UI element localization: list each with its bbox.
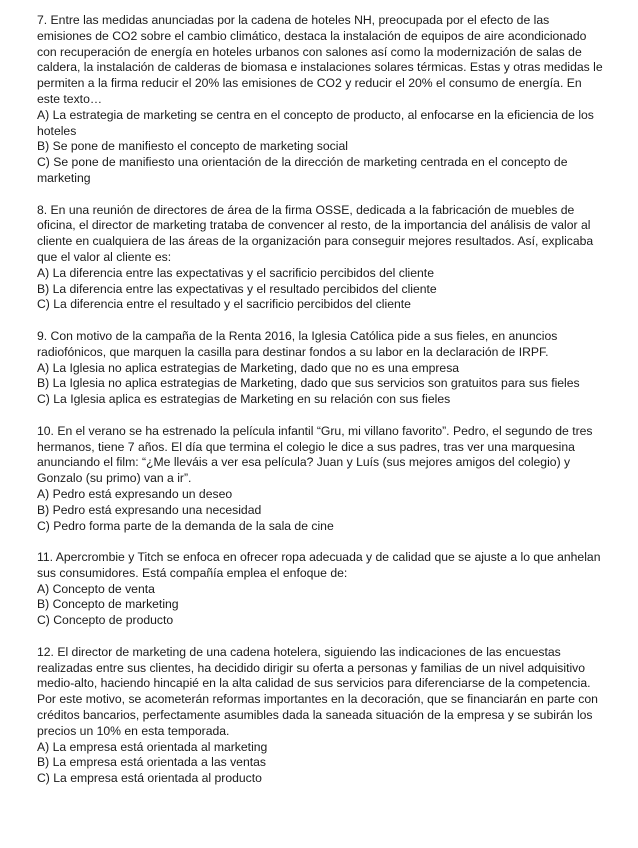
question-stem: 12. El director de marketing de una cadena hotelera, siguiendo las indicaciones de las encuestas realizadas entre sus clientes, ha decidido dirigir su oferta a personas y familias de un nivel adquisitivo medio-alto, haciendo hincapié en la alta calidad de sus servicios para diferenciarse de la competencia. Por este motivo, se acometerán reformas importantes en la decoración, que se financiarán en parte con créditos bancarios, perfectamente asumibles dada la saneada situación de la empresa y se subirán los precios un 10% en esta temporada. xyxy=(37,644,598,738)
option-b: B) La diferencia entre las expectativas y el resultado percibidos del cliente xyxy=(37,281,437,296)
option-c: C) Concepto de producto xyxy=(37,613,174,628)
question-8 xyxy=(37,203,604,314)
option-b: B) Pedro está expresando una necesidad xyxy=(37,502,262,517)
option-b: B) La empresa está orientada a las ventas xyxy=(37,755,266,770)
option-c: C) Se pone de manifiesto una orientación de la dirección de marketing centrada en el concepto de marketing xyxy=(37,155,568,185)
option-a: A) La estrategia de marketing se centra en el concepto de producto, al enfocarse en la eficiencia de los hoteles xyxy=(37,107,594,138)
question-11 xyxy=(37,550,604,629)
question-stem: 8. En una reunión de directores de área de la firma OSSE, dedicada a la fabricación de muebles de oficina, el director de marketing trataba de convencer al resto, de la importancia del análisis de valor al cliente en cualquiera de las áreas de la organización para conseguir mejores resultados. Así, explicaba que el valor al cliente es: xyxy=(37,202,594,264)
question-7 xyxy=(37,13,604,187)
option-c: C) Pedro forma parte de la demanda de la sala de cine xyxy=(37,518,334,533)
option-c: C) La empresa está orientada al producto xyxy=(37,771,262,786)
question-12 xyxy=(37,645,604,787)
option-b: B) Se pone de manifiesto el concepto de marketing social xyxy=(37,139,348,154)
option-c: C) La Iglesia aplica es estrategias de Marketing en su relación con sus fieles xyxy=(37,392,451,407)
question-9 xyxy=(37,329,604,408)
question-10 xyxy=(37,424,604,535)
option-a: A) La empresa está orientada al marketing xyxy=(37,739,268,754)
option-a: A) Concepto de venta xyxy=(37,581,155,596)
question-stem: 11. Apercrombie y Titch se enfoca en ofrecer ropa adecuada y de calidad que se ajuste a lo que anhelan sus consumidores. Está compañía emplea el enfoque de: xyxy=(37,550,601,580)
question-stem: 10. En el verano se ha estrenado la película infantil “Gru, mi villano favorito”. Pedro, el segundo de tres hermanos, tiene 7 años. El día que termina el colegio le dice a sus padres, tras ver una marquesina anunciando el film: “¿Me lleváis a ver esa película? Juan y Luís (sus mejores amigos del colegio) y Gonzalo (su primo) van a ir”. xyxy=(37,423,593,486)
option-c: C) La diferencia entre el resultado y el sacrificio percibidos del cliente xyxy=(37,297,411,312)
option-b: B) Concepto de marketing xyxy=(37,597,179,612)
question-stem: 7. Entre las medidas anunciadas por la cadena de hoteles NH, preocupada por el efecto de las emisiones de CO2 sobre el cambio climático, destaca la instalación de equipos de aire acondicionado con recuperación de energía en hoteles urbanos con salones así como la modernización de salas de caldera, la instalación de calderas de biomasa e instalaciones solares térmicas. Estas y otras medidas le permiten a la firma reducir el 20% las emisiones de CO2 y reducir el 20% el consumo de energía. En este texto… xyxy=(37,13,603,106)
option-a: A) La Iglesia no aplica estrategias de Marketing, dado que no es una empresa xyxy=(37,360,460,375)
option-b: B) La Iglesia no aplica estrategias de Marketing, dado que sus servicios son gratuitos para sus fieles xyxy=(37,376,580,391)
option-a: A) La diferencia entre las expectativas y el sacrificio percibidos del cliente xyxy=(37,265,434,280)
option-a: A) Pedro está expresando un deseo xyxy=(37,486,233,501)
question-stem: 9. Con motivo de la campaña de la Renta 2016, la Iglesia Católica pide a sus fieles, en anuncios radiofónicos, que marquen la casilla para destinar fondos a su labor en la declaración de IRPF. xyxy=(37,328,558,359)
